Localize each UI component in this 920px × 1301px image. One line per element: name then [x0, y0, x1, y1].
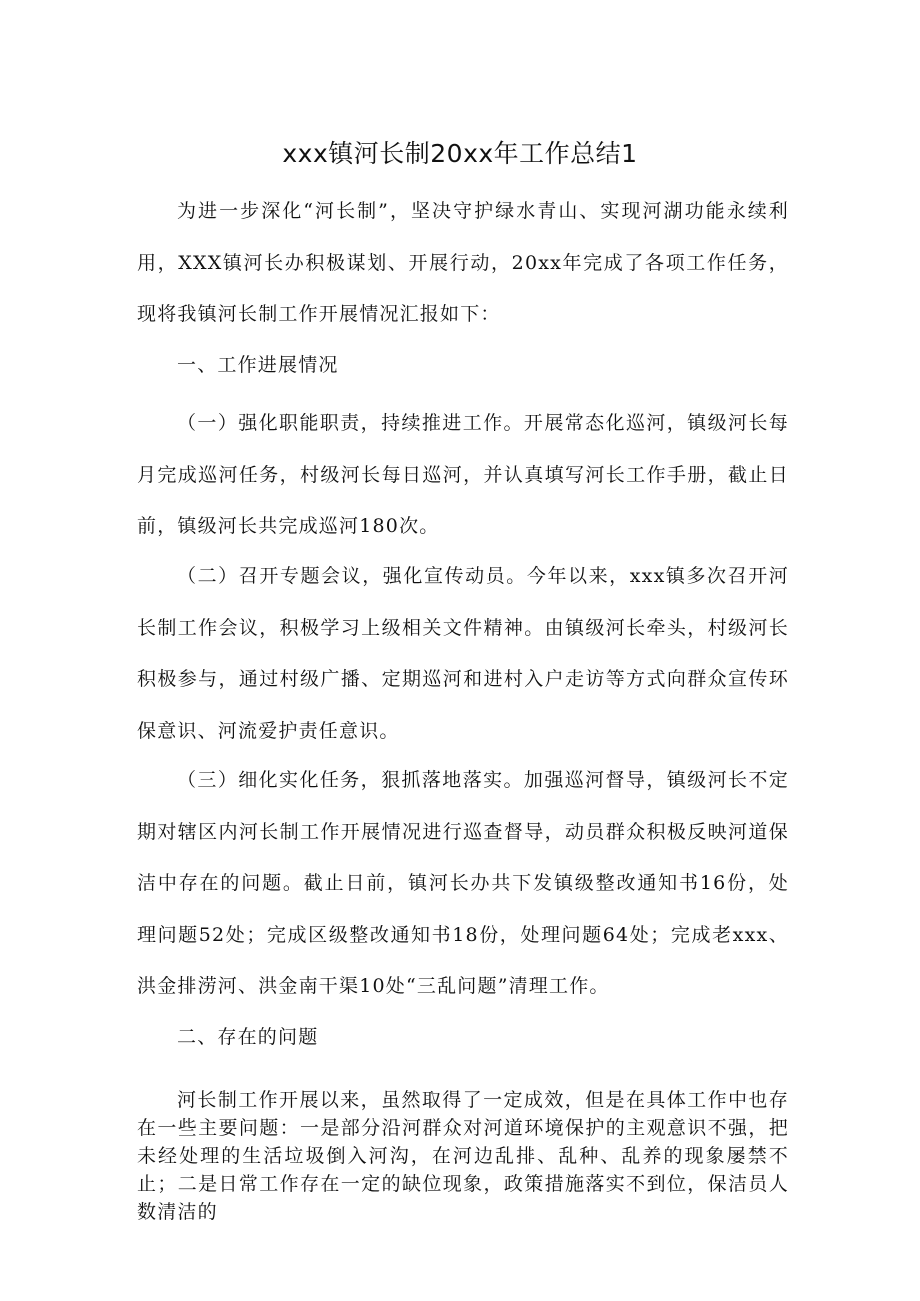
intro-paragraph: 为进一步深化“河长制”，坚决守护绿水青山、实现河湖功能永续利用，XXX镇河长办积极谋划、开展行动，20xx年完成了各项工作任务，现将我镇河长制工作开展情况汇报如下： — [137, 200, 789, 325]
progress-item-1: （一）强化职能职责，持续推进工作。开展常态化巡河，镇级河长每月完成巡河任务，村级河长每日巡河，并认真填写河长工作手册，截止日前，镇级河长共完成巡河180次。 — [137, 412, 789, 537]
section-heading-progress: 一、工作进展情况 — [177, 354, 339, 376]
problems-paragraph: 河长制工作开展以来，虽然取得了一定成效，但是在具体工作中也存在一些主要问题：一是部分沿河群众对河道环境保护的主观意识不强，把未经处理的生活垃圾倒入河沟，在河边乱排、乱种、乱养的现象屡禁不止；二是日常工作存在一定的缺位现象，政策措施落实不到位，保洁员人数清洁的 — [137, 1089, 789, 1223]
section-heading-problems: 二、存在的问题 — [177, 1026, 319, 1048]
document-title: xxx镇河长制20xx年工作总结1 — [282, 139, 638, 168]
progress-item-3: （三）细化实化任务，狠抓落地落实。加强巡河督导，镇级河长不定期对辖区内河长制工作开展情况进行巡查督导，动员群众积极反映河道保洁中存在的问题。截止日前，镇河长办共下发镇级整改通知书16份，处理问题52处；完成区级整改通知书18份，处理问题64处；完成老xxx、洪金排涝河、洪金南干渠10处“三乱问题”清理工作。 — [137, 769, 789, 997]
progress-item-2: （二）召开专题会议，强化宣传动员。今年以来，xxx镇多次召开河长制工作会议，积极学习上级相关文件精神。由镇级河长牵头，村级河长积极参与，通过村级广播、定期巡河和进村入户走访等方式向群众宣传环保意识、河流爱护责任意识。 — [137, 565, 789, 742]
